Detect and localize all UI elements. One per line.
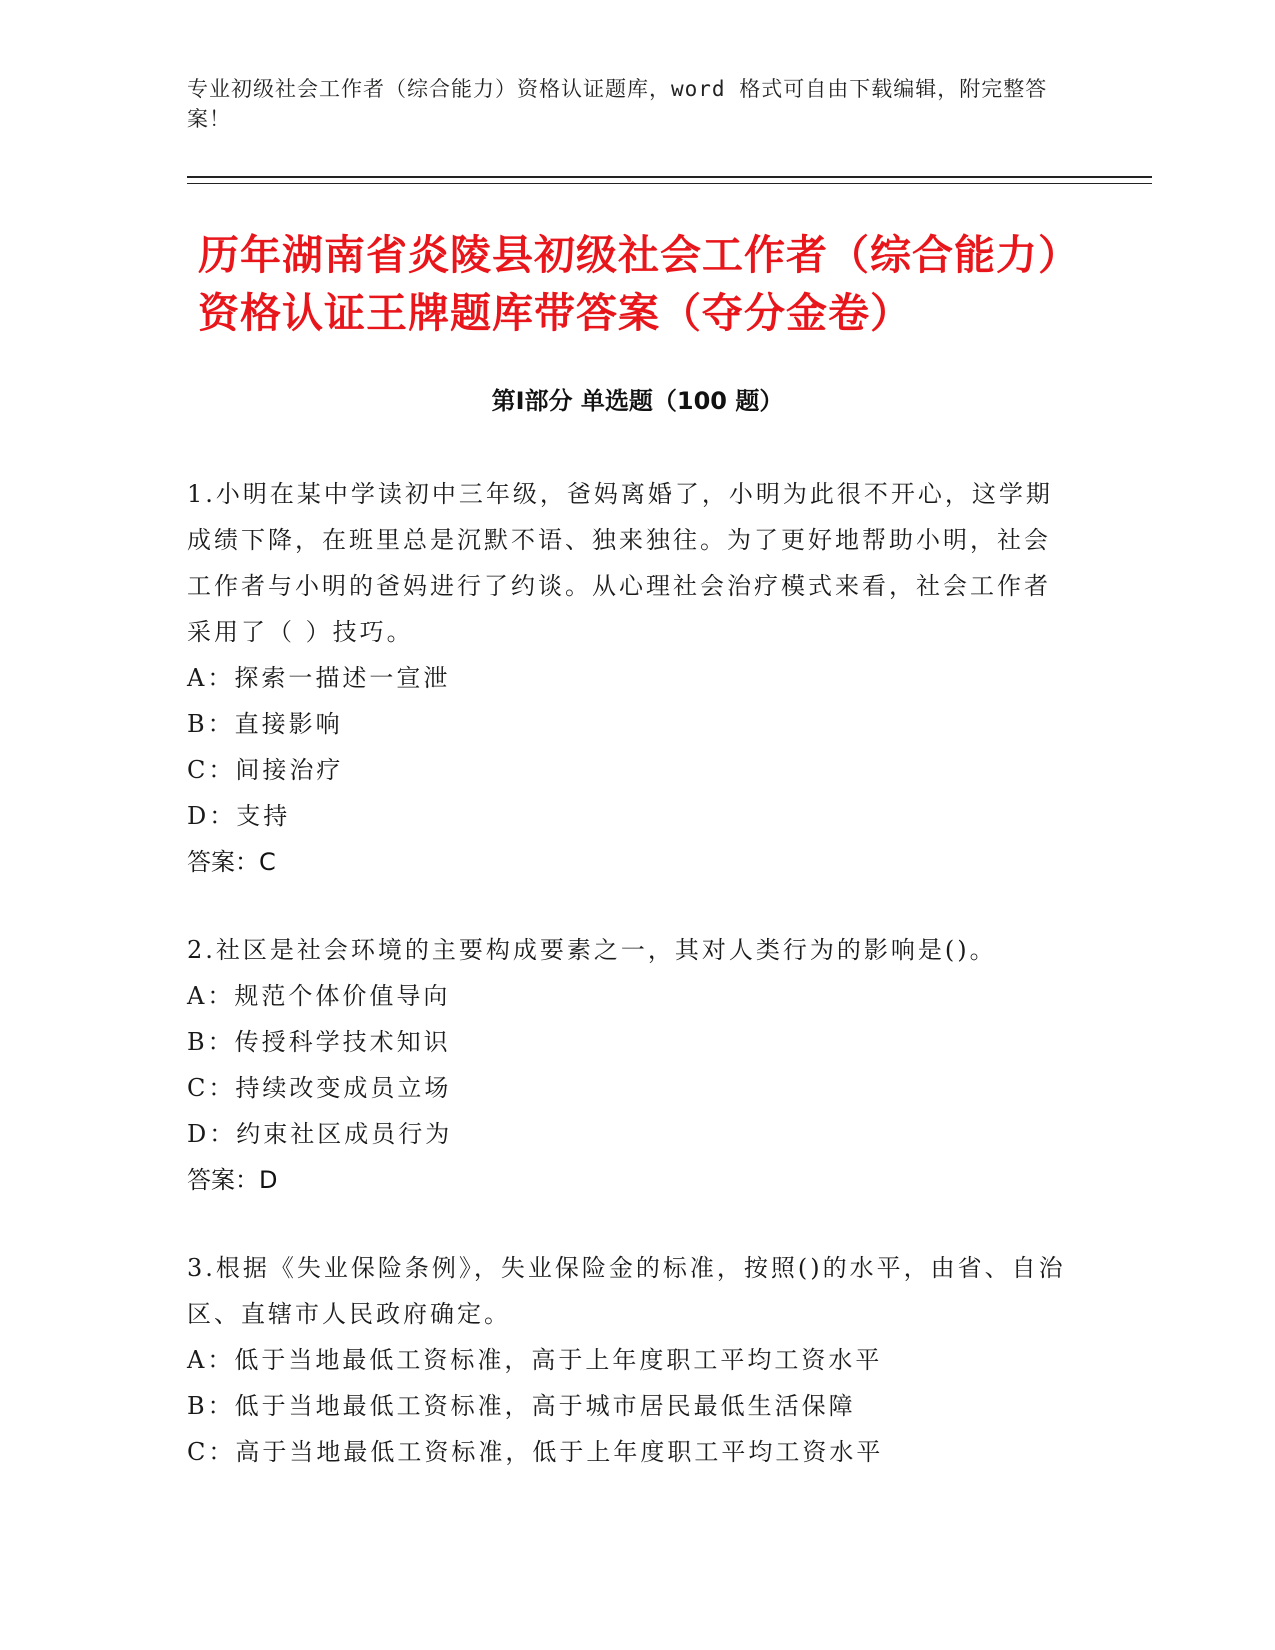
- option-d: D：支持: [187, 802, 291, 830]
- question-stem: 2.社区是社会环境的主要构成要素之一，其对人类行为的影响是()。: [187, 936, 997, 964]
- option-b: B：直接影响: [187, 710, 343, 738]
- question-3: [187, 1245, 1067, 1475]
- question-stem: 3.根据《失业保险条例》，失业保险金的标准，按照()的水平，由省、自治区、直辖市人民政府确定。: [187, 1254, 1066, 1328]
- question-1: [187, 471, 1067, 885]
- option-c: C：间接治疗: [187, 756, 344, 784]
- document-title: 历年湖南省炎陵县初级社会工作者（综合能力）资格认证王牌题库带答案（夺分金卷）: [198, 231, 1060, 337]
- section-heading: 第Ⅰ部分 单选题（100 题）: [491, 387, 784, 415]
- option-b: B：传授科学技术知识: [187, 1028, 451, 1056]
- option-a: A：探索一描述一宣泄: [187, 664, 451, 692]
- option-c: C：持续改变成员立场: [187, 1074, 452, 1102]
- option-b: B：低于当地最低工资标准，高于城市居民最低生活保障: [187, 1392, 856, 1420]
- header-divider-thick: [187, 176, 1152, 178]
- header-divider-thin: [187, 183, 1152, 184]
- header-note: 专业初级社会工作者（综合能力）资格认证题库，word 格式可自由下载编辑，附完整答案！: [187, 77, 1048, 131]
- question-stem: 1.小明在某中学读初中三年级，爸妈离婚了，小明为此很不开心，这学期成绩下降，在班里总是沉默不语、独来独往。为了更好地帮助小明，社会工作者与小明的爸妈进行了约谈。从心理社会治疗模式来看，社会工作者采用了（ ）技巧。: [187, 480, 1053, 646]
- option-d: D：约束社区成员行为: [187, 1120, 453, 1148]
- answer: 答案：C: [187, 848, 276, 876]
- option-a: A：规范个体价值导向: [187, 982, 451, 1010]
- answer: 答案：D: [187, 1166, 278, 1194]
- option-a: A：低于当地最低工资标准，高于上年度职工平均工资水平: [187, 1346, 883, 1374]
- question-2: [187, 927, 1067, 1203]
- option-c: C：高于当地最低工资标准，低于上年度职工平均工资水平: [187, 1438, 884, 1466]
